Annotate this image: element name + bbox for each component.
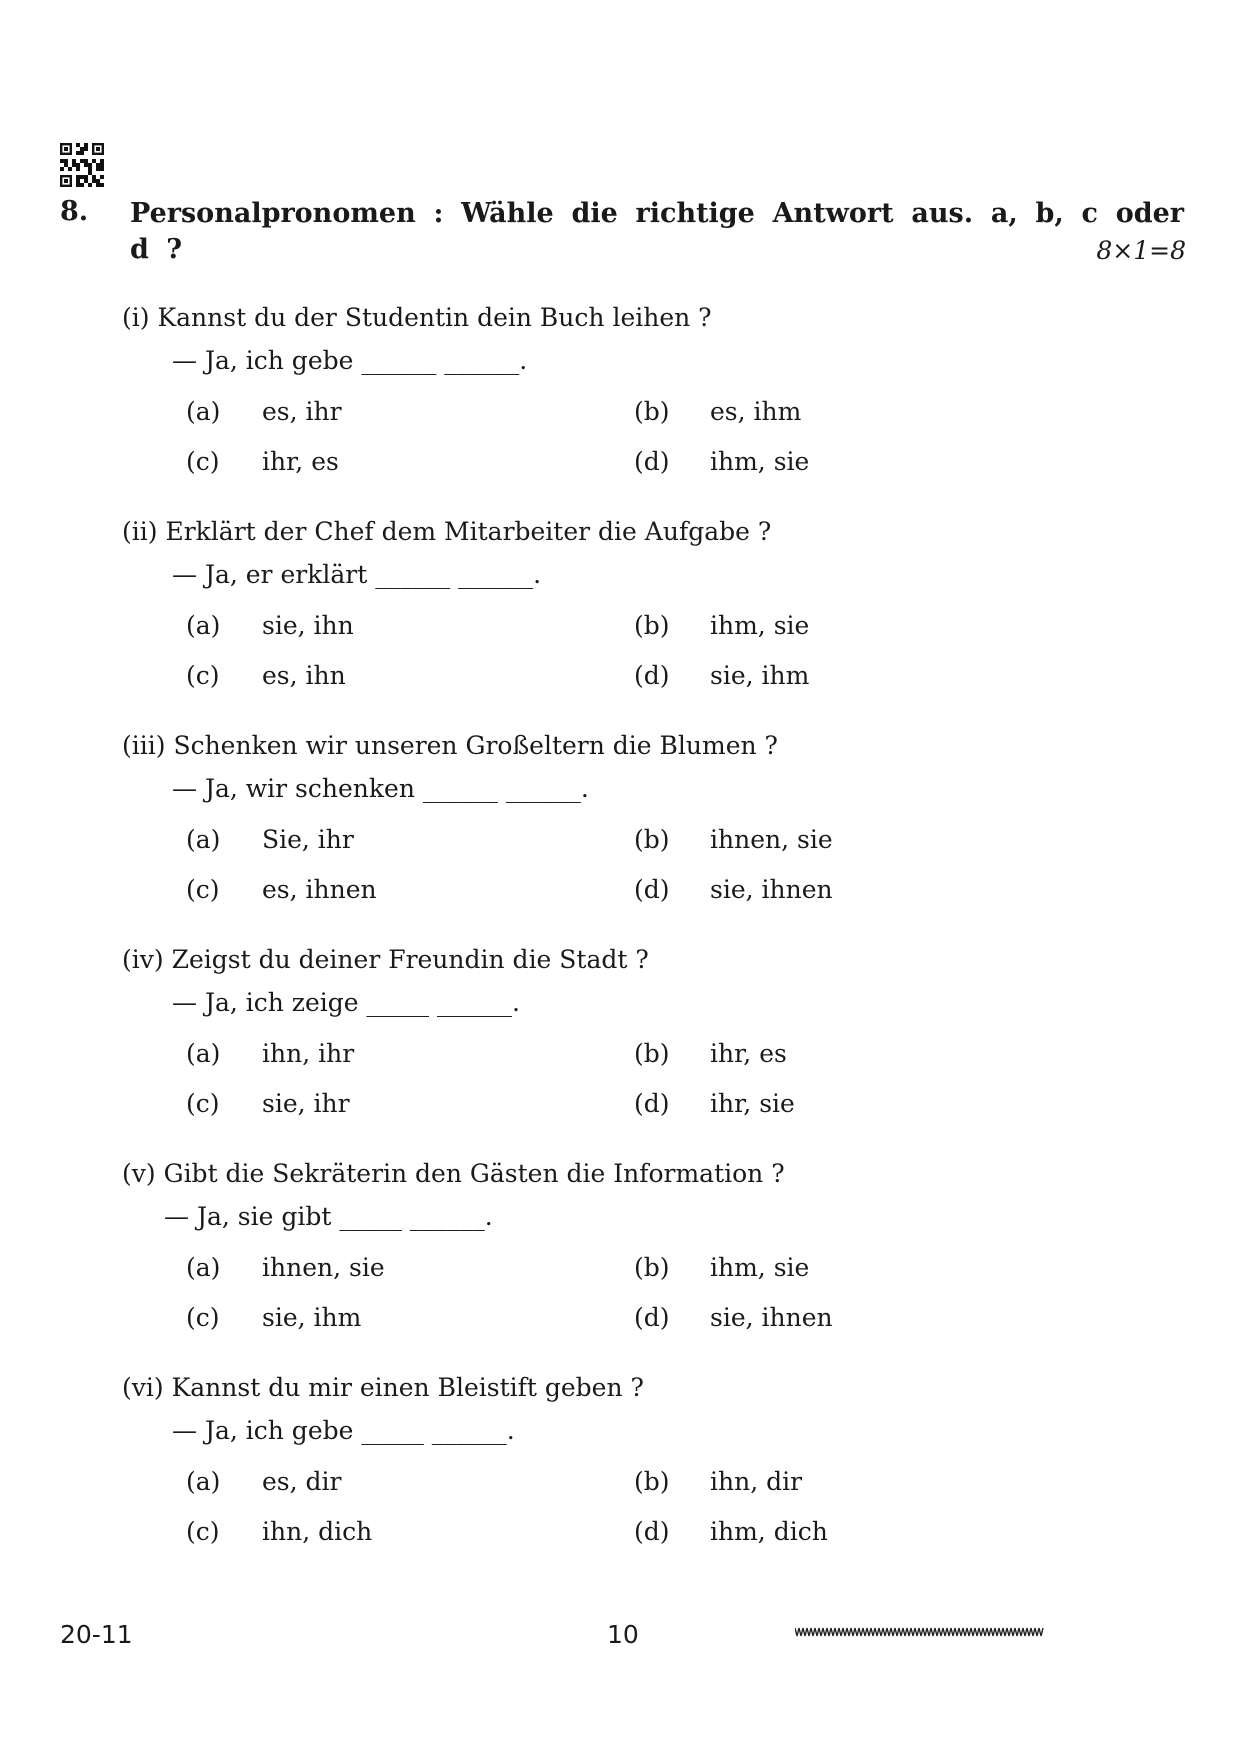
question-text: Personalpronomen : Wähle die richtige Antwort aus. a, b, c oder d ? (130, 198, 1184, 265)
question-marks: 8×1=8 (1096, 236, 1186, 265)
qr-code-icon (60, 143, 104, 187)
answer-line: — Ja, er erklärt ______ ______. (172, 560, 542, 589)
sub-question-label: (v) (122, 1159, 156, 1188)
answer-line: — Ja, wir schenken ______ ______. (172, 774, 589, 803)
sub-question-text: (iv) Zeigst du deiner Freundin die Stadt ? (122, 945, 649, 974)
answer-line: — Ja, sie gibt _____ ______. (164, 1202, 493, 1231)
page-number: 10 (607, 1620, 639, 1649)
sub-question-label: (i) (122, 303, 150, 332)
sub-question-label: (iii) (122, 731, 166, 760)
wavy-line-icon (795, 1624, 1045, 1640)
sub-question-text: (v) Gibt die Sekräterin den Gästen die Information ? (122, 1159, 785, 1188)
sub-question-text: (i) Kannst du der Studentin dein Buch leihen ? (122, 303, 712, 332)
answer-line: — Ja, ich gebe _____ ______. (172, 1416, 515, 1445)
sub-question-label: (iv) (122, 945, 164, 974)
sub-question-text: (ii) Erklärt der Chef dem Mitarbeiter die Aufgabe ? (122, 517, 772, 546)
sub-question-text: (vi) Kannst du mir einen Bleistift geben ? (122, 1373, 644, 1402)
paper-code: 20-11 (60, 1620, 133, 1649)
sub-question-label: (vi) (122, 1373, 164, 1402)
sub-question-label: (ii) (122, 517, 158, 546)
answer-line: — Ja, ich gebe ______ ______. (172, 346, 528, 375)
sub-question-text: (iii) Schenken wir unseren Großeltern die Blumen ? (122, 731, 778, 760)
question-number: 8. (60, 196, 89, 227)
answer-line: — Ja, ich zeige _____ ______. (172, 988, 520, 1017)
